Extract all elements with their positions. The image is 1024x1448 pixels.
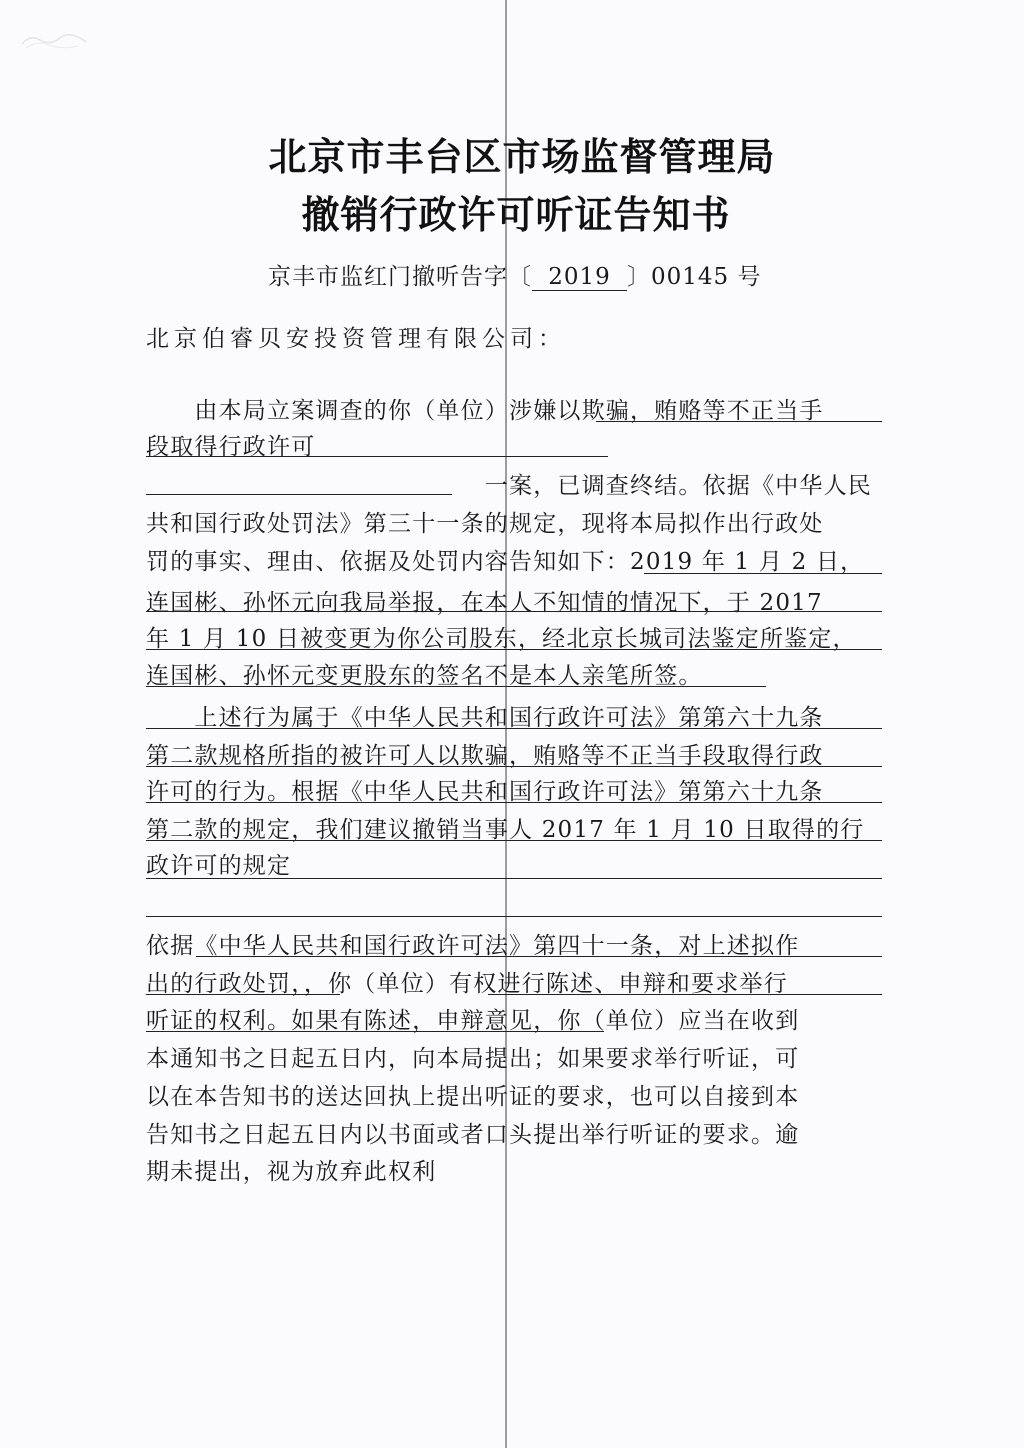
document-number-year: 2019 xyxy=(532,264,627,291)
body-line: 上述行为属于《中华人民共和国行政许可法》第第六十九条 xyxy=(146,705,824,731)
fill-underline xyxy=(146,802,882,803)
fill-underline xyxy=(146,728,882,729)
body-line: 依据《中华人民共和国行政许可法》第四十一条，对上述拟作 xyxy=(146,933,800,959)
fill-underline xyxy=(596,421,882,422)
fill-underline xyxy=(146,456,608,457)
fill-underline xyxy=(146,994,340,995)
addressee: 北京伯睿贝安投资管理有限公司： xyxy=(146,326,566,352)
body-line: 许可的行为。根据《中华人民共和国行政许可法》第第六十九条 xyxy=(146,779,824,805)
fill-underline xyxy=(146,766,882,767)
document-number xyxy=(268,258,761,291)
document-title-line2: 撤销行政许可听证告知书 xyxy=(301,193,731,237)
body-line: 罚的事实、理由、依据及处罚内容告知如下：2019 年 1 月 2 日， xyxy=(146,549,865,575)
fill-underline xyxy=(146,686,766,687)
body-line: 告知书之日起五日内以书面或者口头提出举行听证的要求。逾 xyxy=(146,1122,800,1148)
body-line: 听证的权利。如果有陈述，申辩意见，你（单位）应当在收到 xyxy=(146,1008,800,1034)
paper-scuff-mark xyxy=(20,30,90,52)
document-title-line1: 北京市丰台区市场监督管理局 xyxy=(268,135,776,179)
body-line: 以在本告知书的送达回执上提出听证的要求，也可以自接到本 xyxy=(146,1084,800,1110)
body-line: 由本局立案调查的你（单位）涉嫌以欺骗，贿赂等不正当手 xyxy=(146,398,824,424)
body-line: 共和国行政处罚法》第三十一条的规定，现将本局拟作出行政处 xyxy=(146,511,824,537)
document-number-suffix: 〕00145 号 xyxy=(627,264,762,290)
fill-underline xyxy=(146,611,882,612)
fill-underline xyxy=(146,1031,604,1032)
body-line: 期未提出，视为放弃此权利 xyxy=(146,1159,437,1185)
document-number-prefix: 京丰市监红门撤听告字〔 xyxy=(268,264,532,290)
fill-underline xyxy=(146,840,882,841)
body-line: 出的行政处罚，，你（单位）有权进行陈述、申辩和要求举行 xyxy=(146,971,788,997)
body-line: 连国彬、孙怀元向我局举报，在本人不知情的情况下，于 2017 xyxy=(146,590,823,616)
body-line: 段取得行政许可 xyxy=(146,434,316,460)
fill-underline xyxy=(488,994,882,995)
fill-underline xyxy=(146,878,882,879)
fill-underline xyxy=(146,649,882,650)
body-line: 第二款的规定，我们建议撤销当事人 2017 年 1 月 10 日取得的行 xyxy=(146,817,865,843)
body-line: 一案，已调查终结。依据《中华人民 xyxy=(146,473,872,499)
fill-underline xyxy=(146,916,882,917)
fill-underline xyxy=(146,494,452,495)
fill-underline xyxy=(196,956,882,957)
body-line: 第二款规格所指的被许可人以欺骗，贿赂等不正当手段取得行政 xyxy=(146,743,824,769)
body-line: 连国彬、孙怀元变更股东的签名不是本人亲笔所签。 xyxy=(146,663,703,689)
body-line: 年 1 月 10 日被变更为你公司股东，经北京长城司法鉴定所鉴定， xyxy=(146,626,857,652)
body-line: 政许可的规定 xyxy=(146,853,292,879)
fill-underline xyxy=(644,573,882,574)
body-line: 本通知书之日起五日内，向本局提出；如果要求举行听证，可 xyxy=(146,1046,800,1072)
